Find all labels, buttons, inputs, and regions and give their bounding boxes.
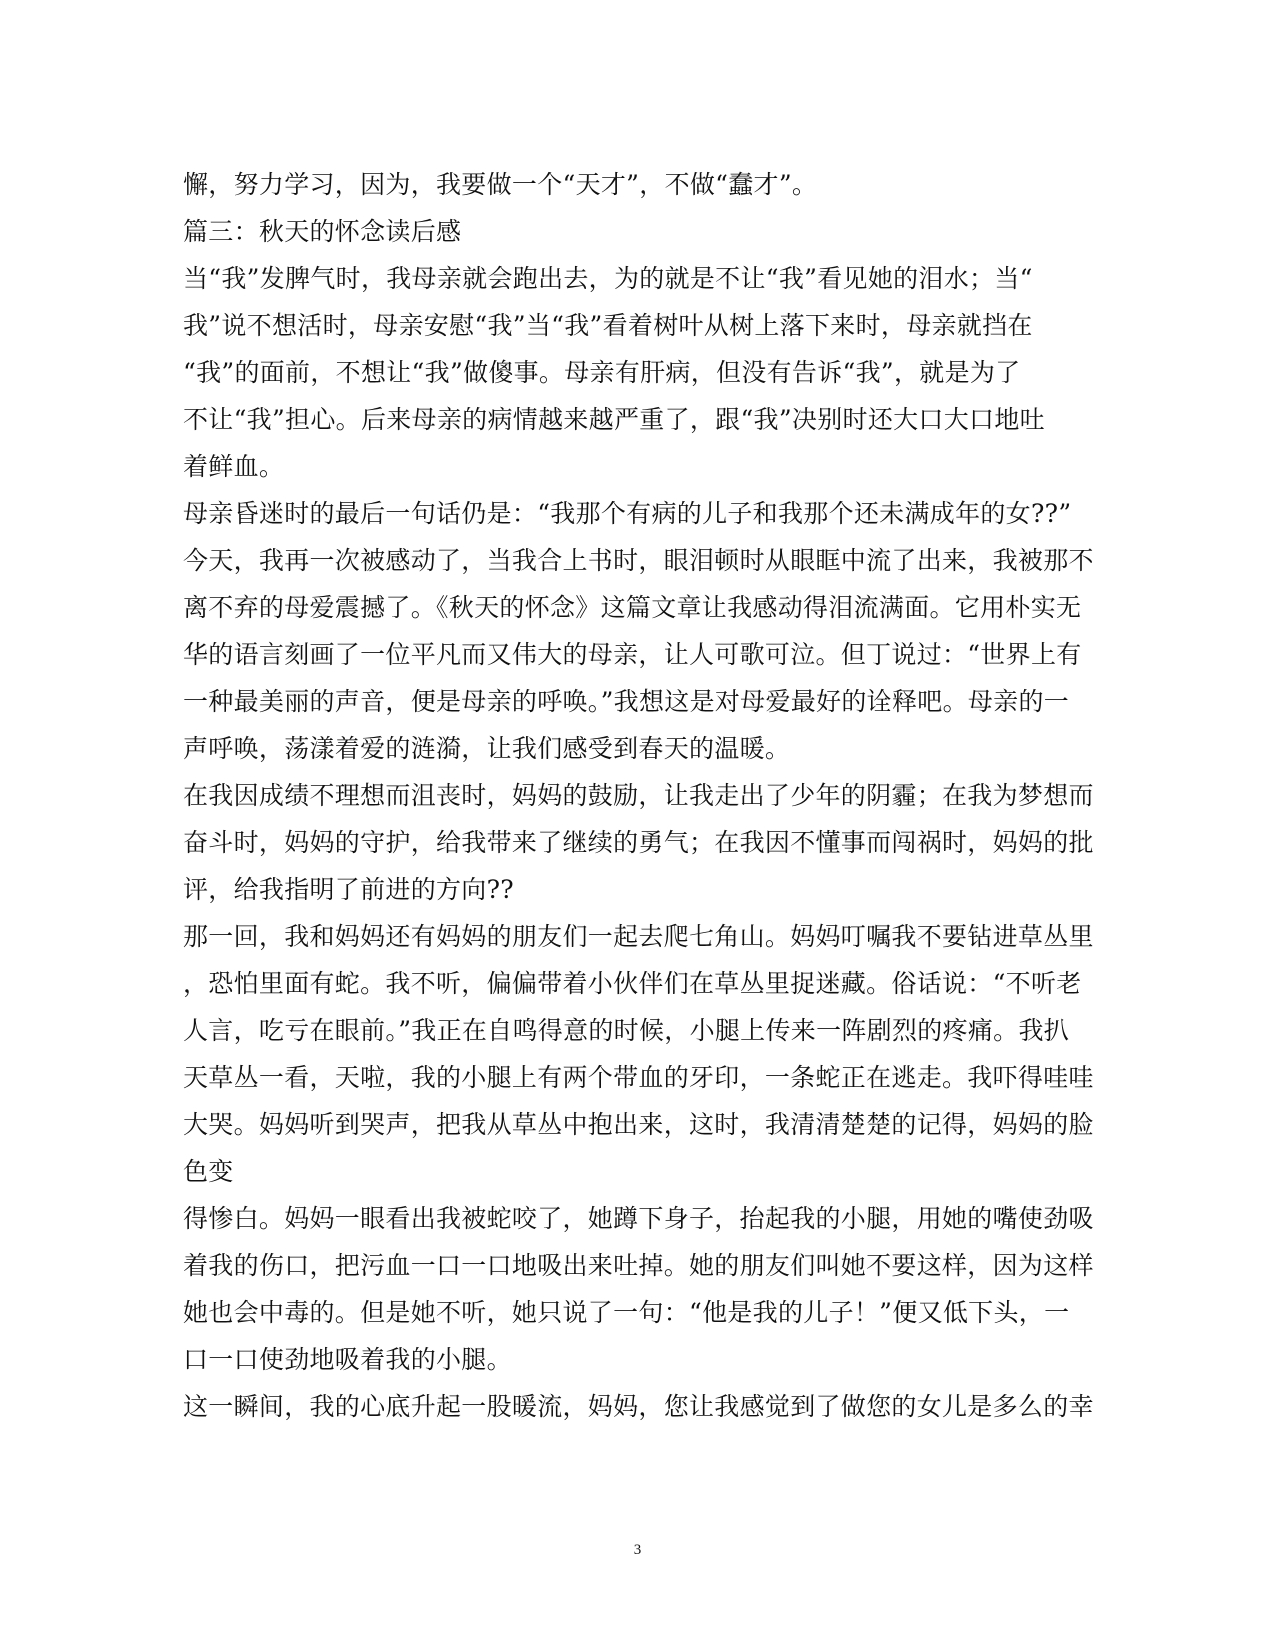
text-line: 当“我”发脾气时，我母亲就会跑出去，为的就是不让“我”看见她的泪水；当“	[183, 264, 1033, 293]
text-line: 今天，我再一次被感动了，当我合上书时，眼泪顿时从眼眶中流了出来，我被那不	[183, 546, 1094, 575]
text-line: 华的语言刻画了一位平凡而又伟大的母亲，让人可歌可泣。但丁说过：“世界上有	[183, 640, 1082, 669]
text-line: 不让“我”担心。后来母亲的病情越来越严重了，跟“我”决别时还大口大口地吐	[183, 405, 1045, 434]
text-line: ，恐怕里面有蛇。我不听，偏偏带着小伙伴们在草丛里捉迷藏。俗话说：“不听老	[183, 969, 1082, 998]
text-line: 奋斗时，妈妈的守护，给我带来了继续的勇气；在我因不懂事而闯祸时，妈妈的批	[183, 828, 1094, 857]
text-line: 一种最美丽的声音，便是母亲的呼唤。”我想这是对母爱最好的诠释吧。母亲的一	[183, 687, 1070, 716]
text-line: “我”的面前，不想让“我”做傻事。母亲有肝病，但没有告诉“我”，就是为了	[183, 358, 1021, 387]
text-line: 评，给我指明了前进的方向??	[183, 875, 515, 904]
text-line: 天草丛一看，天啦，我的小腿上有两个带血的牙印，一条蛇正在逃走。我吓得哇哇	[183, 1063, 1094, 1092]
page-number: 3	[633, 1542, 642, 1558]
text-line: 色变	[183, 1157, 234, 1186]
text-line: 着鲜血。	[183, 452, 285, 481]
text-line: 她也会中毒的。但是她不听，她只说了一句：“他是我的儿子！”便又低下头，一	[183, 1298, 1070, 1327]
text-line: 这一瞬间，我的心底升起一股暖流，妈妈，您让我感觉到了做您的女儿是多么的幸	[183, 1392, 1094, 1421]
text-line: 那一回，我和妈妈还有妈妈的朋友们一起去爬七角山。妈妈叮嘱我不要钻进草丛里	[183, 922, 1094, 951]
text-line: 在我因成绩不理想而沮丧时，妈妈的鼓励，让我走出了少年的阴霾；在我为梦想而	[183, 781, 1094, 810]
text-line: 我”说不想活时，母亲安慰“我”当“我”看着树叶从树上落下来时，母亲就挡在	[183, 311, 1033, 340]
text-line: 口一口使劲地吸着我的小腿。	[183, 1345, 512, 1374]
text-line: 着我的伤口，把污血一口一口地吸出来吐掉。她的朋友们叫她不要这样，因为这样	[183, 1251, 1094, 1280]
text-line: 离不弃的母爱震撼了。《秋天的怀念》这篇文章让我感动得泪流满面。它用朴实无	[183, 593, 1082, 622]
text-line: 母亲昏迷时的最后一句话仍是：“我那个有病的儿子和我那个还未满成年的女??”	[183, 499, 1072, 528]
text-line: 人言，吃亏在眼前。”我正在自鸣得意的时候，小腿上传来一阵剧烈的疼痛。我扒	[183, 1016, 1070, 1045]
text-line: 得惨白。妈妈一眼看出我被蛇咬了，她蹲下身子，抬起我的小腿，用她的嘴使劲吸	[183, 1204, 1094, 1233]
text-line: 大哭。妈妈听到哭声，把我从草丛中抱出来，这时，我清清楚楚的记得，妈妈的脸	[183, 1110, 1094, 1139]
text-line: 声呼唤，荡漾着爱的涟漪，让我们感受到春天的温暖。	[183, 734, 791, 763]
text-body	[183, 161, 1094, 1430]
text-line: 懈，努力学习，因为，我要做一个“天才”，不做“蠢才”。	[183, 170, 818, 199]
section-heading: 篇三：秋天的怀念读后感	[183, 217, 462, 246]
